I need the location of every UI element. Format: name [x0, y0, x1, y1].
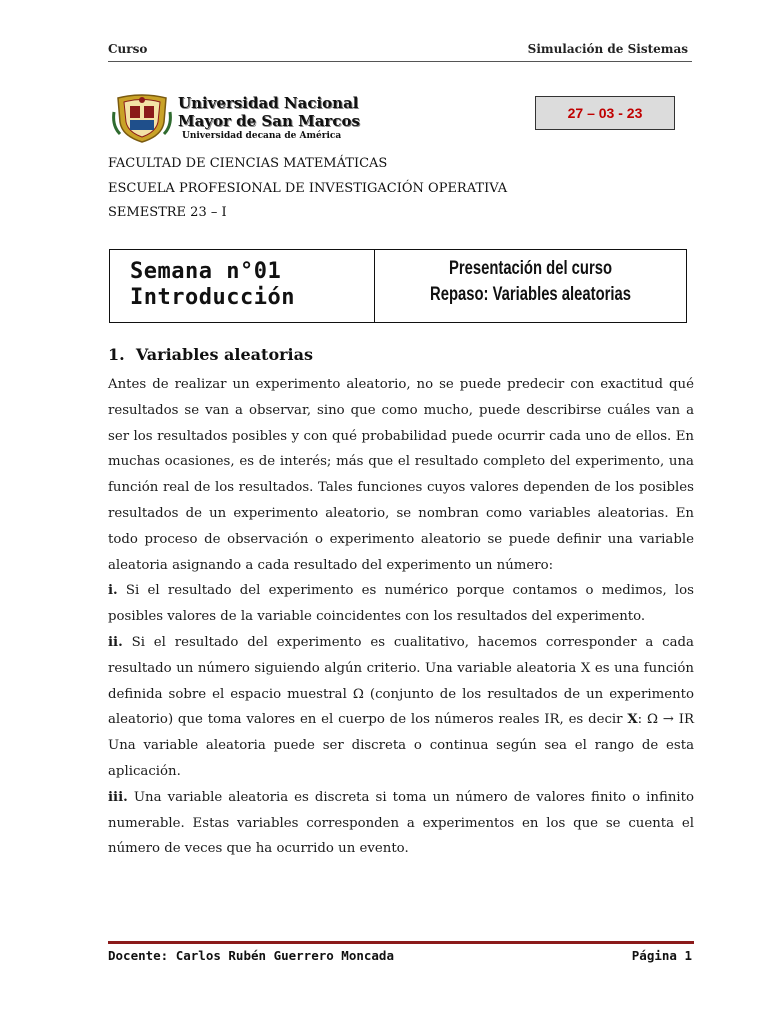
item-i-marker: i. [108, 583, 118, 599]
week-topic: Introducción [130, 285, 295, 310]
section-heading [108, 345, 313, 364]
section-body [108, 372, 694, 862]
footer-divider [108, 941, 694, 944]
university-name-line2: Mayor de San Marcos [178, 112, 360, 130]
week-number: Semana n°01 [130, 259, 282, 284]
date-text: 27 – 03 - 23 [567, 105, 643, 121]
university-name-line1: Universidad Nacional [178, 94, 359, 112]
footer-teacher: Docente: Carlos Rubén Guerrero Moncada [108, 948, 394, 963]
faculty-line: FACULTAD DE CIENCIAS MATEMÁTICAS [108, 156, 388, 171]
footer-page-number: Página 1 [631, 948, 692, 963]
faculty-info [108, 152, 507, 226]
header-course-label: Curso [108, 42, 148, 56]
review-title: Repaso: Variables aleatorias [430, 284, 631, 305]
university-tagline: Universidad decana de América [182, 131, 342, 141]
section-title: Variables aleatorias [135, 345, 313, 364]
semester-line: SEMESTRE 23 – I [108, 205, 227, 220]
header-course-name: Simulación de Sistemas [527, 42, 688, 56]
item-ii-marker: ii. [108, 634, 123, 650]
university-seal-icon [112, 92, 172, 144]
week-title-left [110, 250, 375, 322]
intro-paragraph: Antes de realizar un experimento aleatorio, no se puede predecir con exactitud qué resultados se van a observar, sino que como mucho, puede describirse cuáles van a ser los resultados posibles y con qué probabilidad puede ocurrir cada uno de ellos. En muchas ocasiones, es de interés; más que el resultado completo del experimento, una función real de los resultados. Tales funciones cuyos valores dependen de los posibles resultados de un experimento aleatorio, se nombran como variables aleatorias. En todo proceso de observación o experimento aleatorio se puede definir una variable aleatoria asignando a cada resultado del experimento un número: [108, 377, 694, 573]
date-box [535, 96, 675, 130]
week-title-box [109, 249, 687, 323]
item-ii-variable-x: X [627, 712, 638, 728]
section-number: 1. [108, 345, 125, 364]
school-line: ESCUELA PROFESIONAL DE INVESTIGACIÓN OPERATIVA [108, 180, 508, 196]
header-divider [108, 61, 692, 62]
item-ii-text-a: Si el resultado del experimento es cualitativo, hacemos corresponder a cada resultado un número siguiendo algún criterio. Una variable aleatoria X es una función definida sobre el espacio muestral Ω (conjunto de los resultados de un experimento aleatorio) que toma valores en el cuerpo de los números reales IR, es decir [108, 634, 694, 728]
week-title-right [375, 250, 686, 322]
course-presentation-title: Presentación del curso [448, 258, 613, 279]
university-name-block [178, 94, 360, 141]
item-i-text: Si el resultado del experimento es numérico porque contamos o medimos, los posibles valores de la variable coincidentes con los resultados del experimento. [108, 583, 694, 625]
item-ii [108, 630, 694, 785]
item-iii-marker: iii. [108, 789, 128, 805]
item-iii [108, 785, 694, 862]
item-i [108, 578, 694, 630]
item-ii-text-b: : Ω → IR Una variable aleatoria puede ser discreta o continua según sea el rango de esta aplicación. [108, 712, 694, 779]
item-iii-text: Una variable aleatoria es discreta si toma un número de valores finito o infinito numerable. Estas variables corresponden a experimentos en los que se cuenta el número de veces que ha ocurrido un evento. [108, 789, 694, 857]
